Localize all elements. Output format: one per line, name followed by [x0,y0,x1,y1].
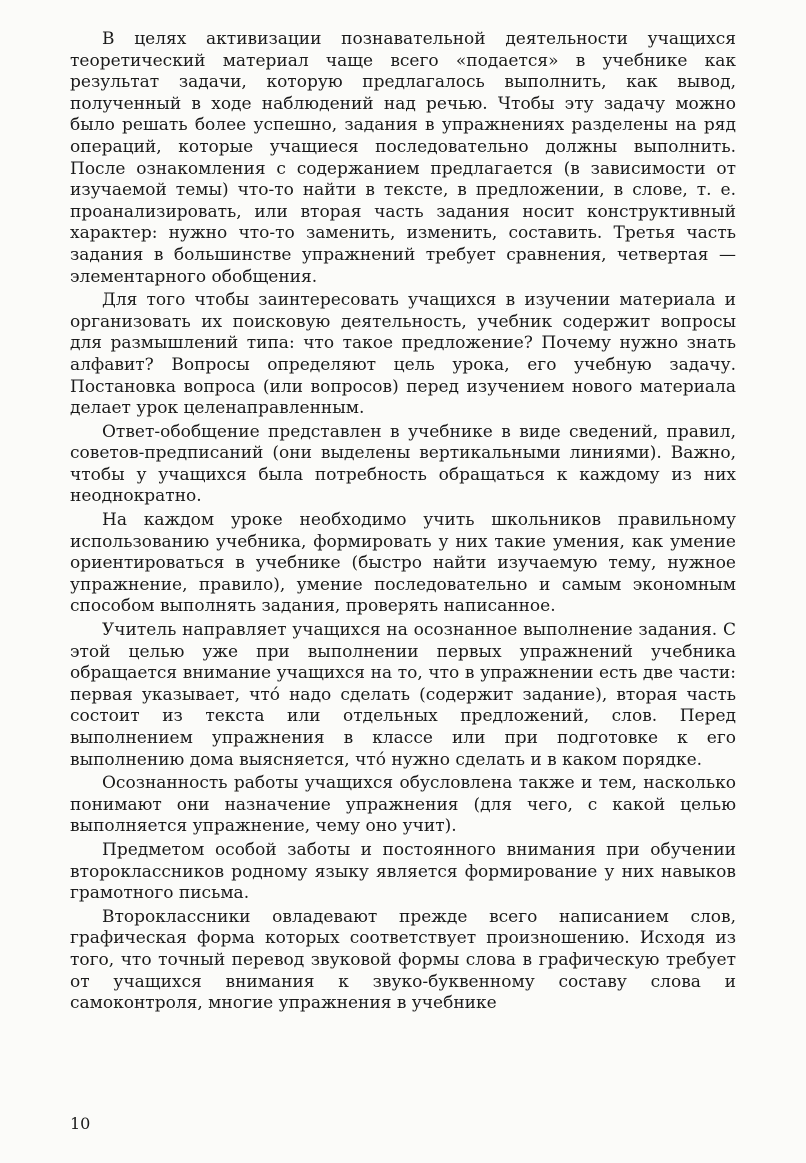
page-number: 10 [70,1114,91,1133]
paragraph-2: Для того чтобы заинтересовать учащихся в изучении материала и организовать их поисковую деятельность, учебник содержит вопросы для размышлений типа: что такое предложение? Почему нужно знать алфавит? Вопросы определяют цель урока, его учебную задачу. Постановка вопроса (или вопросов) перед изучением нового материала делает урок целенаправленным. [70,290,736,419]
paragraph-8: Второклассники овладевают прежде всего написанием слов, графическая форма которых соответствует произношению. Исходя из того, что точный перевод звуковой формы слова в графическую требует от учащихся внимания к звуко-буквенному составу слова и самоконтроля, многие упражнения в учебнике [70,906,736,1014]
body-text [70,29,736,1015]
paragraph-1: В целях активизации познавательной деятельности учащихся теоретический материал чаще всего «подается» в учебнике как результат задачи, которую предлагалось выполнить, как вывод, полученный в ходе наблюдений над речью. Чтобы эту задачу можно было решать более успешно, задания в упражнениях разделены на ряд операций, которые учащиеся последовательно должны выполнить. После ознакомления с содержанием предлагается (в зависимости от изучаемой темы) что-то найти в тексте, в предложении, в слове, т. е. проанализировать, или вторая часть задания носит конструктивный характер: нужно что-то заменить, изменить, составить. Третья часть задания в большинстве упражнений требует сравнения, четвертая — элементарного обобщения. [70,29,736,287]
paragraph-4: На каждом уроке необходимо учить школьников правильному использованию учебника, формировать у них такие умения, как умение ориентироваться в учебнике (быстро найти изучаемую тему, нужное упражнение, правило), умение последовательно и самым экономным способом выполнять задания, проверять написанное. [70,510,736,617]
paragraph-3: Ответ-обобщение представлен в учебнике в виде сведений, правил, советов-предписаний (они выделены вертикальными линиями). Важно, чтобы у учащихся была потребность обращаться к каждому из них неоднократно. [70,421,736,507]
paragraph-6: Осознанность работы учащихся обусловлена также и тем, насколько понимают они назначение упражнения (для чего, с какой целью выполняется упражнение, чему оно учит). [70,773,736,837]
paragraph-7: Предметом особой заботы и постоянного внимания при обучении второклассников родному языку является формирование у них навыков грамотного письма. [70,839,736,904]
paragraph-5: Учитель направляет учащихся на осознанное выполнение задания. С этой целью уже при выполнении первых упражнений учебника обращается внимание учащихся на то, что в упражнении есть две части: первая указывает, что́ надо сделать (содержит задание), вторая часть состоит из текста или отдельных предложений, слов. Перед выполнением упражнения в классе или при подготовке к его выполнению дома выясняется, что́ нужно сделать и в каком порядке. [70,620,736,770]
